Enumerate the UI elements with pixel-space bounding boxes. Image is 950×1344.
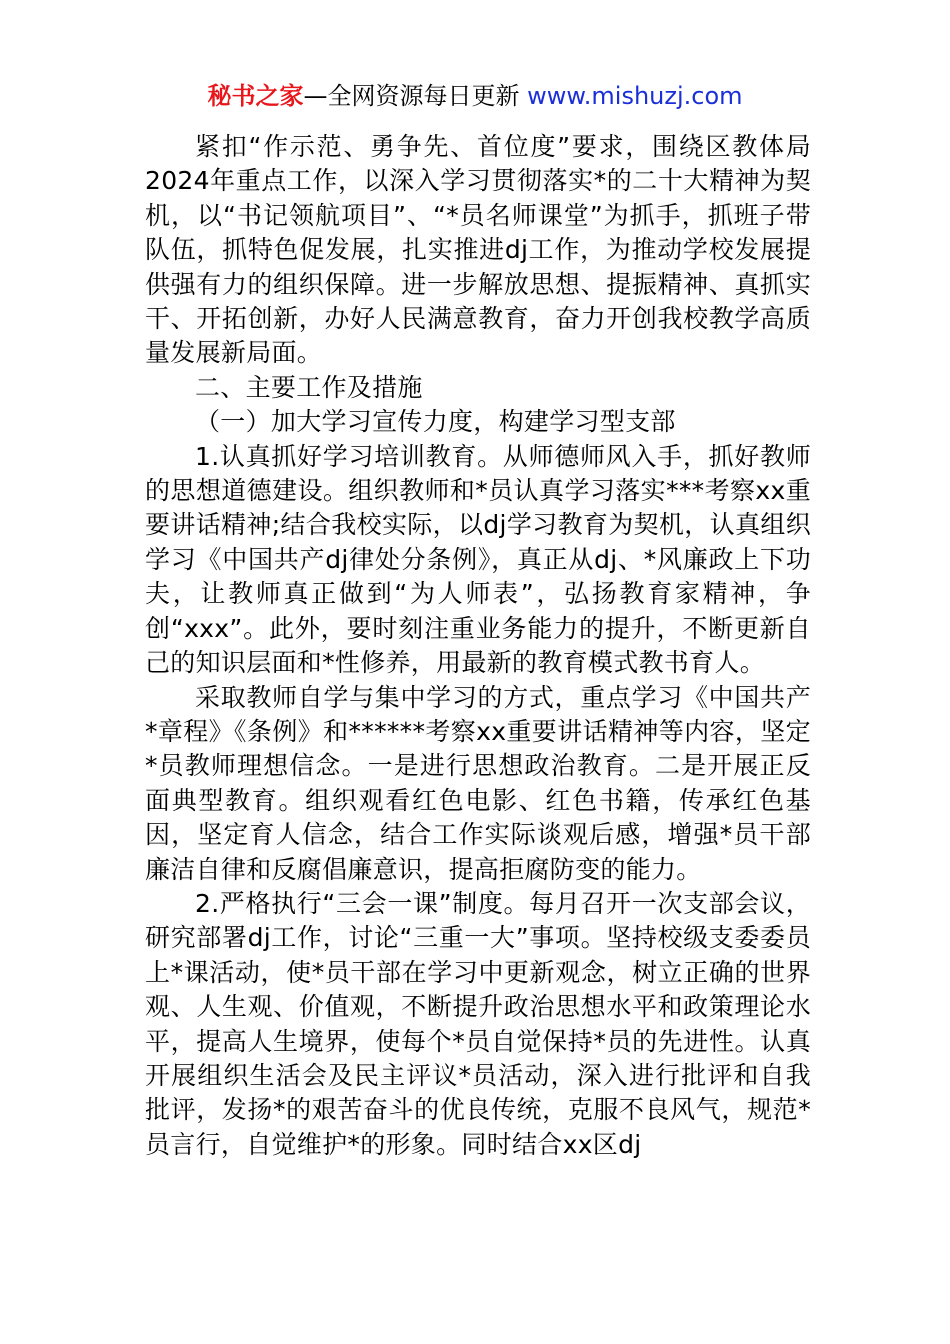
subsection-heading: （一）加大学习宣传力度，构建学习型支部 — [195, 407, 676, 437]
site-brand: 秘书之家 — [207, 82, 304, 110]
section-heading: 二、主要工作及措施 — [195, 372, 423, 402]
body-paragraph: 采取教师自学与集中学习的方式，重点学习《中国共产*章程》《条例》和******考察xx重要讲话精神等内容，坚定*员教师理想信念。一是进行思想政治教育。二是开展正反面典型教育。组织观看红色电影、红色书籍，传承红色基因，坚定育人信念，结合工作实际谈观后感，增强*员干部廉洁自律和反腐倡廉意识，提高拒腐防变的能力。 — [145, 682, 811, 884]
body-paragraph: 2.严格执行“三会一课”制度。每月召开一次支部会议，研究部署dj工作，讨论“三重一大”事项。坚持校级支委委员上*课活动，使*员干部在学习中更新观念，树立正确的世界观、人生观、价值观，不断提升政治思想水平和政策理论水平，提高人生境界，使每个*员自觉保持*员的先进性。认真开展组织生活会及民主评议*员活动，深入进行批评和自我批评，发扬*的艰苦奋斗的优良传统，克服不良风气，规范*员言行，自觉维护*的形象。同时结合xx区dj — [145, 888, 811, 1159]
site-tagline: —全网资源每日更新 — [303, 82, 520, 110]
body-paragraph: 1.认真抓好学习培训教育。从师德师风入手，抓好教师的思想道德建设。组织教师和*员认真学习落实***考察xx重要讲话精神;结合我校实际，以dj学习教育为契机，认真组织学习《中国共产dj律处分条例》，真正从dj、*风廉政上下功夫，让教师真正做到“为人师表”，弘扬教育家精神，争创“xxx”。此外，要时刻注重业务能力的提升，不断更新自己的知识层面和*性修养，用最新的教育模式教书育人。 — [145, 441, 811, 678]
site-url-link[interactable]: www.mishuzj.com — [527, 82, 743, 110]
intro-paragraph: 紧扣“作示范、勇争先、首位度”要求，围绕区教体局2024年重点工作，以深入学习贯彻落实*的二十大精神为契机，以“书记领航项目”、“*员名师课堂”为抓手，抓班子带队伍，抓特色促发展，扎实推进dj工作，为推动学校发展提供强有力的组织保障。进一步解放思想、提振精神、真抓实干、开拓创新，办好人民满意教育，奋力开创我校教学高质量发展新局面。 — [145, 132, 811, 368]
site-header — [0, 80, 950, 112]
document-body — [145, 130, 811, 1162]
